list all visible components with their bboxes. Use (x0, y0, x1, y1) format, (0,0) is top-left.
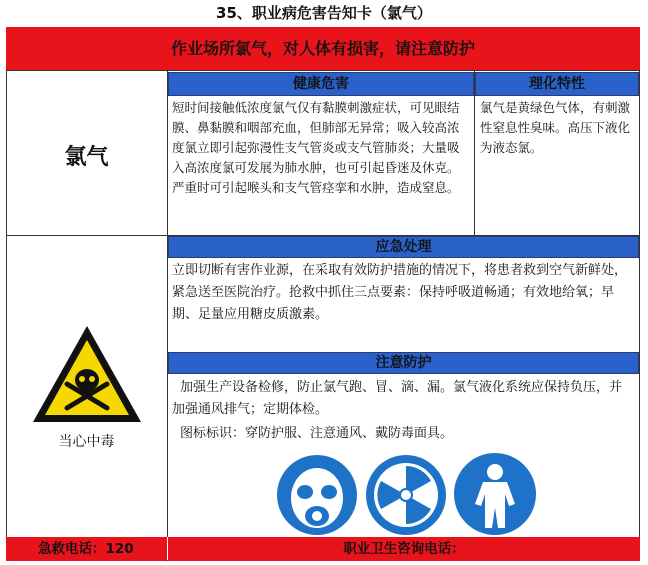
ventilation-fan-icon (365, 454, 447, 536)
emergency-header: 应急处理 (168, 236, 639, 258)
emergency-phone: 急救电话：120 (6, 537, 167, 561)
emergency-text: 立即切断有害作业源，在采取有效防护措施的情况下，将患者救到空气新鲜处，紧急送至医院治疗。抢救中抓住三点要素：保持呼吸道畅通；有效地给氧；早期、足量应用糖皮质激素。 (172, 263, 628, 322)
page-title: 35、职业病危害告知卡（氯气） (216, 4, 432, 22)
protective-suit-icon (453, 452, 537, 536)
consult-phone: 职业卫生咨询电话： (168, 537, 640, 561)
substance-name: 氯气 (64, 145, 109, 170)
warning-sign-label: 当心中毒 (58, 434, 115, 450)
left-column-divider (167, 71, 168, 537)
warning-banner: 作业场所氯气，对人体有损害，请注意防护 (6, 27, 640, 71)
health-hazard-header: 健康危害 (168, 72, 474, 96)
health-hazard-text: 短时间接触低浓度氯气仅有黏膜刺激症状，可见眼结膜、鼻黏膜和咽部充血，但肺部无异常；吸入较高浓度氯立即引起弥漫性支气管炎或支气管肺炎；大量吸入高浓度氯可发展为肺水肿，也可引起昏迷及休克。严重时可引起喉头和支气管痉挛和水肿，造成窒息。 (172, 100, 460, 195)
protection-text: 加强生产设备检修，防止氯气跑、冒、滴、漏。氯气液化系统应保持负压，并加强通风排气；定期体检。 (172, 380, 623, 417)
protection-header: 注意防护 (168, 352, 639, 374)
poison-warning-sign (29, 322, 145, 426)
properties-text: 氯气是黄绿色气体，有刺激性窒息性臭味。高压下液化为液态氯。 (480, 100, 631, 155)
gas-mask-icon (275, 454, 359, 536)
properties-header: 理化特性 (475, 72, 639, 96)
skull-crossbones-icon (29, 322, 145, 426)
protection-icons-text: 图标标识：穿防护服、注意通风、戴防毒面具。 (180, 426, 454, 441)
